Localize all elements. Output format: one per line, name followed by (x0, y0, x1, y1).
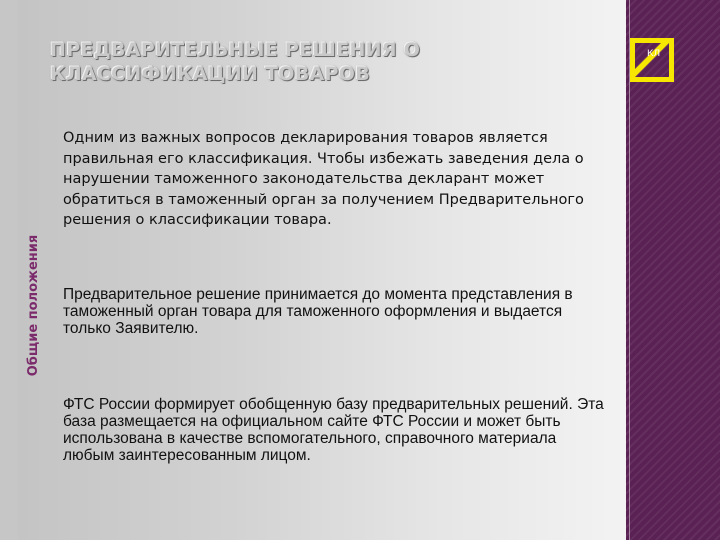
slide-title: ПРЕДВАРИТЕЛЬНЫЕ РЕШЕНИЯ О КЛАССИФИКАЦИИ ТОВАРОВ (50, 39, 421, 85)
logo-text: КЛ (647, 49, 661, 59)
paragraph-fts-database: ФТС России формирует обобщенную базу предварительных решений. Эта база размещается на официальном сайте ФТС России и может быть использована в качестве вспомогательного, справочного материала любым заинтересованным лицом. (63, 396, 604, 464)
side-label-text: Общие положения (26, 234, 41, 377)
slide-logo-icon (630, 38, 674, 82)
side-section-label (18, 235, 48, 385)
paragraph-preliminary-decision: Предварительное решение принимается до момента представления в таможенный орган товара для таможенного оформления и выдается только Заявителю. (63, 286, 573, 337)
paragraph-classification: Одним из важных вопросов декларирования товаров является правильная его классификация. Чтобы избежать заведения дела о нарушении таможенного законодательства декларант может обратиться в таможенный орган за получением Предварительного решения о классификации товара. (63, 130, 584, 228)
